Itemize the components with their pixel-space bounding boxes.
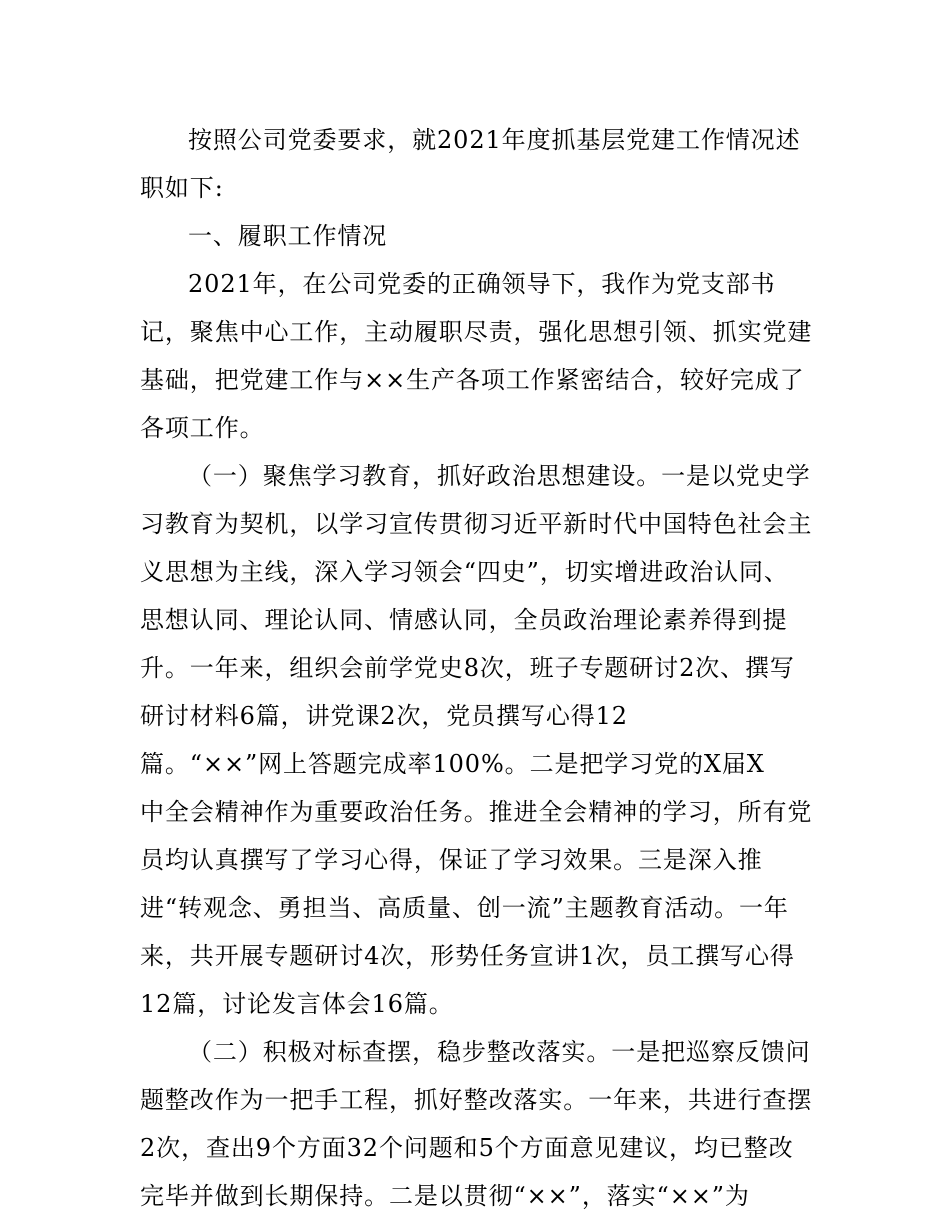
paragraph-intro-line-2: 职如下: bbox=[140, 174, 224, 202]
paragraph-2-line-4: 思想认同、理论认同、情感认同，全员政治理论素养得到提 bbox=[140, 606, 788, 634]
paragraph-3-line-4: 完毕并做到长期保持。二是以贯彻“××”，落实“××”为 bbox=[140, 1182, 750, 1210]
paragraph-1-line-2: 记，聚焦中心工作，主动履职尽责，强化思想引领、抓实党建 bbox=[140, 318, 813, 346]
paragraph-2-line-10: 进“转观念、勇担当、高质量、创一流”主题教育活动。一年 bbox=[140, 894, 789, 922]
paragraph-2-line-3: 义思想为主线，深入学习领会“四史”，切实增进政治认同、 bbox=[140, 558, 789, 586]
paragraph-1-line-3: 基础，把党建工作与××生产各项工作紧密结合，较好完成了 bbox=[140, 366, 805, 394]
paragraph-2-line-2: 习教育为契机，以学习宣传贯彻习近平新时代中国特色社会主 bbox=[140, 510, 813, 538]
paragraph-1-line-4: 各项工作。 bbox=[140, 414, 265, 442]
paragraph-3-line-2: 题整改作为一把手工程，抓好整改落实。一年来，共进行查摆 bbox=[140, 1086, 813, 1114]
paragraph-2-line-11: 来，共开展专题研讨4次，形势任务宣讲1次，员工撰写心得 bbox=[140, 942, 795, 970]
paragraph-2-line-7: 篇。“××”网上答题完成率100%。二是把学习党的X届X bbox=[140, 750, 765, 778]
paragraph-3-line-1: （二）积极对标查摆，稳步整改落实。一是把巡察反馈问 bbox=[188, 1038, 811, 1066]
paragraph-2-line-1: （一）聚焦学习教育，抓好政治思想建设。一是以党史学 bbox=[188, 462, 811, 490]
paragraph-2-line-8: 中全会精神作为重要政治任务。推进全会精神的学习，所有党 bbox=[140, 798, 813, 826]
paragraph-2-line-12: 12篇，讨论发言体会16篇。 bbox=[140, 990, 454, 1018]
paragraph-2-line-6: 研讨材料6篇，讲党课2次，党员撰写心得12 bbox=[140, 702, 628, 730]
paragraph-3-line-3: 2次，查出9个方面32个问题和5个方面意见建议，均已整改 bbox=[140, 1134, 794, 1162]
paragraph-2-line-5: 升。一年来，组织会前学党史8次，班子专题研讨2次、撰写 bbox=[140, 654, 795, 682]
paragraph-1-line-1: 2021年，在公司党委的正确领导下，我作为党支部书 bbox=[188, 270, 776, 298]
paragraph-2-line-9: 员均认真撰写了学习心得，保证了学习效果。三是深入推 bbox=[140, 846, 763, 874]
section-heading-1: 一、履职工作情况 bbox=[188, 222, 388, 250]
paragraph-intro-line-1: 按照公司党委要求，就2021年度抓基层党建工作情况述 bbox=[188, 126, 801, 154]
